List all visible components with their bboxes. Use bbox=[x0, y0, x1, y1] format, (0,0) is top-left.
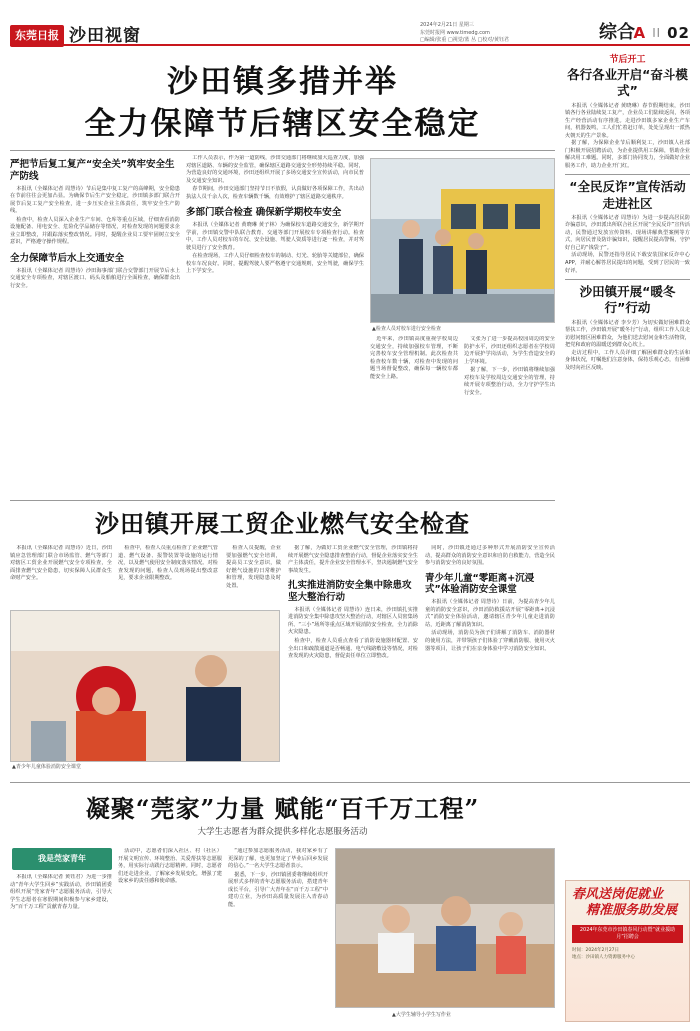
logo bbox=[10, 24, 141, 49]
section2-divider bbox=[10, 500, 555, 501]
section2-text-3: 据了解，为做好工贸企业燃气安全管理，沙田镇将持续开展燃气安全隐患排查整治行动，督促企业落实安全生产主体责任，提升企业安全管理水平，坚决遏制燃气安全事故发生。 bbox=[288, 545, 418, 574]
date-line: 2024年2月21日 星期三 bbox=[420, 22, 474, 28]
sidebar-title-2: “全民反诈”宣传活动走进社区 bbox=[569, 179, 686, 211]
section3-subtitle: 大学生志愿者为群众提供多样化志愿服务活动 bbox=[197, 827, 368, 837]
section2-column-5 bbox=[425, 545, 555, 775]
ad-title-1: 春风送岗促就业 bbox=[572, 887, 664, 902]
section3-column-3 bbox=[228, 848, 328, 1024]
lead-headline-line2: 全力保障节后辖区安全稳定 bbox=[84, 105, 481, 142]
story1-title: 严把节后复工复产“安全关”筑牢安全生产防线 bbox=[10, 159, 175, 182]
lead-right-text2: 文张为了进一步提高校园周边的安全防护水平，沙田还组织志愿者在学校周边开展护学岗活动，为学生营造安全的上学环境。 bbox=[464, 336, 555, 365]
masthead-meta bbox=[420, 22, 575, 45]
fire-story-text2: 检查中，检查人员重点查看了消防设施器材配置、安全出口和疏散通道是否畅通、电气线路敷设等情况，对检查发现的火灾隐患，督促责任单位立即整改。 bbox=[288, 638, 418, 660]
sidebar-divider-1 bbox=[565, 174, 690, 175]
section3-photo-caption: ▲大学生辅导小学生写作业 bbox=[392, 1012, 451, 1018]
sidebar-kicker: 节后开工 bbox=[609, 55, 646, 65]
section-code-number: 02 bbox=[667, 24, 690, 42]
story2-text: 本报讯（全媒体记者 周慧诗）沙田海事部门联合交警部门开展节后水上交通安全专项检查，对辖区渡口、码头及船舶进行全面检查，确保群众出行安全。 bbox=[10, 267, 180, 289]
lead-middle-text2: 春节期间，沙田交通部门坚持节日不放假，认真做好各项保障工作，共出动执法人员千余人次，检查车辆数千辆，有效维护了辖区道路交通秩序。 bbox=[186, 186, 364, 200]
ad-info bbox=[572, 947, 683, 961]
lead-divider bbox=[10, 150, 555, 151]
staff-line: □编辑/张重 □视觉/蓝 丛 □校对/黄钰君 bbox=[420, 37, 509, 43]
section2-text-1: 本报讯（全媒体记者 周慧诗）近日，沙田镇应急管理部门联合市场监管、燃气等部门对辖区工贸企业开展燃气安全专项检查，全面排查燃气安全隐患，切实保障人民群众生命财产安全。 bbox=[10, 545, 112, 582]
sidebar-divider-2 bbox=[565, 279, 690, 280]
section2-headline: 沙田镇开展工贸企业燃气安全检查 bbox=[95, 509, 470, 538]
ad-title-2: 精准服务助发展 bbox=[586, 903, 678, 919]
sidebar-text-2b: 活动现场，民警还指导居民下载安装国家反诈中心APP，并耐心解答居民提出的问题，受到了居民的一致好评。 bbox=[565, 252, 690, 274]
website-line: 东莞时报网 www.timedg.com bbox=[420, 29, 490, 36]
youth-story-text: 本报讯（全媒体记者 周慧诗）日前，为提高青少年儿童的消防安全意识，沙田消防救援站开展“零距离+沉浸式”消防安全体验活动，邀请辖区青少年儿童走进消防站，近距离了解消防知识。 bbox=[425, 599, 555, 628]
lead-headline bbox=[10, 62, 555, 146]
sidebar bbox=[565, 54, 690, 372]
section2-text-2: 检查中，检查人员重点检查了企业燃气管道、燃气设备、报警装置等设施的运行情况，以及燃气使用安全制度落实情况。对检查发现的问题，检查人员现场提出整改意见，要求企业限期整改。 bbox=[118, 545, 218, 582]
lead-headline-line1: 沙田镇多措并举 bbox=[167, 64, 398, 100]
sidebar-text-3b: 走访过程中，工作人员详细了解困难群众的生活和身体状况，叮嘱他们注意身体，保持乐观心态，有困难及时向社区反映。 bbox=[565, 349, 690, 371]
section3-column-2 bbox=[118, 848, 222, 1024]
lead-right-text: 近年来，沙田镇高度重视学校周边交通安全，持续加强校车管理，不断完善校车安全管理机制。此次检查共检查校车数十辆，对检查中发现的问题当场督促整改，确保每一辆校车都能安全上路。 bbox=[370, 336, 458, 380]
story2-title: 全力保障节后水上交通安全 bbox=[10, 253, 125, 264]
lead-column-4 bbox=[464, 336, 555, 490]
section3-headline: 凝聚“莞家”力量 赋能“百千万工程” bbox=[85, 794, 480, 823]
section3-text-1: 本报讯（全媒体记者 黄钰君）为进一步推动“青年大学生回乡”实践活动，沙田镇团委组织开展“莞家青年”志愿服务活动，引导大学生志愿者在寒假期间积极参与家乡建设，为“百千万工程”贡献青春力量。 bbox=[10, 874, 112, 911]
logo-mark: 东莞日报 bbox=[10, 25, 64, 47]
section-code-sep: || bbox=[652, 27, 661, 38]
section-code bbox=[633, 23, 690, 45]
story3-text: 本报讯（全媒体记者 黄晓琳 黄子林）为确保校车道路交通安全，新学期开学前，沙田镇交警中队联合教育、交通等部门开展校车专项检查行动。检查中，工作人员对校车的车况、安全设施、驾驶人资质等进行逐一检查，并对驾驶员进行了安全教育。 bbox=[186, 222, 364, 251]
youth-story-text2: 活动现场，消防员为孩子们讲解了消防车、消防器材的使用方法，并带领孩子们体验了穿戴消防服、使用灭火器等项目，让孩子们在亲身体验中学习消防安全知识。 bbox=[425, 630, 555, 652]
lead-photo-illustration bbox=[371, 159, 555, 323]
sidebar-text-2: 本报讯（全媒体记者 周慧诗）为进一步提高居民防诈骗意识，沙田派出所联合社区开展“全民反诈”宣传活动，民警通过发放宣传资料、现场讲解典型案例等方式，向居民普及防诈骗知识，提醒居民提高警惕，守护好自己的“钱袋子”。 bbox=[565, 214, 690, 251]
section2-right-text: 同时，沙田镇还通过多种形式开展消防安全宣传活动，提高群众的消防安全意识和自防自救能力，营造全民参与消防安全的良好氛围。 bbox=[425, 545, 555, 567]
section-code-letter: A bbox=[633, 24, 647, 42]
story1-text2: 检查中，检查人员深入企业生产车间、仓库等重点区域，仔细查看消防设施配备、用电安全、危险化学品储存等情况，对检查发现的问题要求企业立即整改，并跟踪落实整改情况。同时，提醒企业员工要牢固树立安全意识，严格遵守操作规程。 bbox=[10, 216, 180, 246]
lead-photo bbox=[370, 158, 555, 323]
fire-story-text: 本报讯（全媒体记者 周慧诗）连日来，沙田镇扎实推进消防安全集中除患攻坚大整治行动，对辖区人员密集场所、“三小”场所等重点区域开展消防安全检查，全力消除火灾隐患。 bbox=[288, 606, 418, 636]
section2-column-3 bbox=[226, 545, 281, 605]
ad-info-time: 时间：2024年2月27日 bbox=[572, 948, 620, 953]
masthead bbox=[10, 6, 690, 46]
ad-subtitle: 2024年东莞市沙田镇春风行动暨“就业援助月”招聘会 bbox=[572, 925, 683, 944]
section3-photo bbox=[335, 848, 555, 1008]
lead-right-text3: 据了解，下一步，沙田镇将继续加强对校车及学校周边交通安全的管理，持续开展专项整治行动，全力守护学生出行安全。 bbox=[464, 367, 555, 396]
section3-photo-illustration bbox=[336, 849, 555, 1008]
section3-badge: 我是莞家青年 bbox=[12, 848, 112, 870]
story3-title: 多部门联合检查 确保新学期校车安全 bbox=[186, 207, 342, 219]
sidebar-text-1: 本报讯（全媒体记者 黄晓琳）春节假期结束，沙田镇各行各业陆续复工复产，企业员工们陆续返岗，各项生产经营活动有序推进。走进沙田镇多家企业生产车间，机器轰鸣，工人们忙着赶订单，处处呈现出一派热火朝天的生产景象。 bbox=[565, 102, 690, 139]
ad-info-place: 地点：沙田镇人力资源服务中心 bbox=[572, 955, 635, 961]
section3-text-3: “通过参加志愿服务活动，我对家乡有了更深的了解，也更加坚定了毕业后回乡发展的信心。”一名大学生志愿者表示。 bbox=[228, 848, 328, 870]
sidebar-title-1: 各行各业开启“奋斗模式” bbox=[567, 67, 688, 99]
section2-photo-caption: ▲青少年儿童体验消防安全课堂 bbox=[12, 764, 81, 770]
story3-text2: 在检查现场，工作人员仔细检查校车的制动、灯光、轮胎等关键部位，确保校车车况良好。同时，提醒驾驶人要严格遵守交通规则，安全驾驶，确保学生上下学安全。 bbox=[186, 253, 364, 275]
lead-column-3 bbox=[370, 336, 458, 490]
sidebar-text-3: 本报讯（全媒体记者 李少芳）为切实做好困难群众帮扶工作，沙田镇开展“暖冬行”行动，组织工作人员走访慰问辖区困难群众，为他们送去慰问金和生活物资，把党和政府的温暖送到群众心坎上。 bbox=[565, 319, 690, 349]
section2-photo bbox=[10, 610, 280, 762]
youth-story-title: 青少年儿童“零距离+沉浸式”体验消防安全课堂 bbox=[425, 572, 535, 596]
section3-text-4: 据悉，下一步，沙田镇团委将继续组织开展形式多样的青年志愿服务活动，搭建青年成长平台，引导广大青年在“百千万工程”中建功立业，为沙田高质量发展注入青春动能。 bbox=[228, 871, 328, 908]
section2-column-2 bbox=[118, 545, 218, 605]
section3-divider bbox=[10, 782, 690, 783]
section2-photo-illustration bbox=[11, 611, 280, 762]
lead-column-1 bbox=[10, 155, 180, 490]
lead-photo-caption: ▲检查人员对校车进行安全检查 bbox=[372, 326, 441, 332]
section2-column-4 bbox=[288, 545, 418, 775]
section2-column-1 bbox=[10, 545, 112, 605]
ad-box bbox=[565, 880, 690, 1022]
lead-middle-text: 工作人员表示，作为第一道防线，沙田交通部门将继续加大巡查力度，加强对辖区道路、车辆的安全监管，确保辖区道路交通安全形势持续平稳。同时，为营造良好的交通环境，沙田还组织开展了多场交通安全宣传活动，向市民普及交通安全知识。 bbox=[186, 155, 364, 184]
page-name: 沙田视窗 bbox=[69, 26, 141, 46]
story1-text: 本报讯（全媒体记者 周慧诗）节后是集中复工复产的高峰期，安全隐患在节前往往会更加凸显。为确保节后生产安全稳定，沙田镇多部门联合开展节后复工复产安全检查，进一步压实企业主体责任，筑牢安全生产防线。 bbox=[10, 185, 180, 215]
lead-column-2 bbox=[186, 155, 364, 490]
sidebar-title-3: 沙田镇开展“暖冬行”行动 bbox=[579, 284, 676, 316]
section3-column-1 bbox=[10, 874, 112, 1024]
fire-story-title: 扎实推进消防安全集中除患攻坚大整治行动 bbox=[288, 580, 412, 603]
sidebar-text-1b: 据了解，为保障企业节后顺利复工，沙田镇人社部门积极开展招聘活动，为企业提供用工保障，帮助企业解决用工难题。同时，多部门协同发力，全面做好企业服务工作，助力企业开门红。 bbox=[565, 140, 690, 169]
section2-text-4: 检查人员提醒，企业要加强燃气安全培训，提高员工安全意识，做好燃气设施的日常维护和管理，发现隐患及时处置。 bbox=[226, 545, 281, 589]
section-name: 综合 bbox=[599, 22, 635, 43]
section3-text-2: 活动中，志愿者们深入社区、村（社区）开展文明宣传、环境整治、关爱帮扶等志愿服务，用实际行动践行志愿精神。同时，志愿者们还走进企业，了解家乡发展变化，增强了建设家乡的责任感和使命感。 bbox=[118, 848, 222, 885]
